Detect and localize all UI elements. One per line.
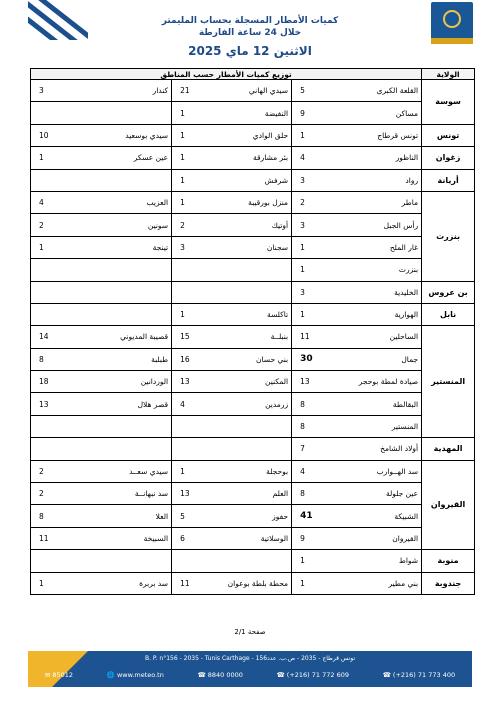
- rainfall-value: 2: [172, 214, 212, 236]
- region-name: بنزرت: [422, 191, 475, 281]
- rainfall-value: [31, 415, 71, 437]
- station-name: الساحلين: [332, 326, 422, 348]
- meteo-logo: [431, 2, 473, 44]
- rainfall-value: [31, 550, 71, 572]
- table-row: [31, 147, 475, 169]
- column-header-region: الولاية: [422, 69, 475, 80]
- station-name: قصيبة المديوني: [71, 326, 172, 348]
- station-name: رأس الجبل: [332, 214, 422, 236]
- station-name: النفيضة: [212, 102, 292, 124]
- rainfall-value: 4: [31, 191, 71, 213]
- rainfall-value: [31, 281, 71, 303]
- station-name: بني مطير: [332, 572, 422, 594]
- table-row: [31, 393, 475, 415]
- table-row: [31, 371, 475, 393]
- rainfall-value: 8: [292, 393, 332, 415]
- table-row: [31, 124, 475, 146]
- header-title-line2: خلال 24 ساعة الفارطة: [198, 28, 302, 38]
- rainfall-value: [31, 169, 71, 191]
- rainfall-value: 1: [292, 124, 332, 146]
- rainfall-value: 13: [172, 483, 212, 505]
- table-row: [31, 191, 475, 213]
- rainfall-value: 7: [292, 438, 332, 460]
- footer-bar: [28, 651, 472, 687]
- station-name: العلا: [71, 505, 172, 527]
- station-name: سد نبهانــة: [71, 483, 172, 505]
- rainfall-value: 15: [172, 326, 212, 348]
- region-name: جندوبة: [422, 572, 475, 594]
- rainfall-value: 18: [31, 371, 71, 393]
- rainfall-value: 4: [292, 147, 332, 169]
- station-name: عين جلولة: [332, 483, 422, 505]
- rainfall-value: [172, 550, 212, 572]
- station-name: صيادة لمطة بوحجر: [332, 371, 422, 393]
- rainfall-value: 3: [172, 236, 212, 258]
- rainfall-value: 1: [292, 303, 332, 325]
- station-name: [212, 550, 292, 572]
- rainfall-value: [31, 438, 71, 460]
- rainfall-value: 13: [31, 393, 71, 415]
- table-row: [31, 505, 475, 527]
- station-name: أولاد الشامخ: [332, 438, 422, 460]
- station-name: منزل بورقيبة: [212, 191, 292, 213]
- station-name: [71, 281, 172, 303]
- rainfall-value: [172, 281, 212, 303]
- rainfall-value: 1: [292, 550, 332, 572]
- rainfall-value: 1: [292, 236, 332, 258]
- footer-address: B. P. n°156 - 2035 - Tunis Carthage - تونس قرطاج - 2035 - ص.ب. عدد156: [144, 655, 355, 662]
- rainfall-value: [31, 303, 71, 325]
- rainfall-value: [31, 259, 71, 281]
- report-date: الاثنين 12 ماي 2025: [188, 44, 312, 58]
- table-row: [31, 326, 475, 348]
- station-name: السبيخة: [71, 527, 172, 549]
- header-title-line1: كميات الأمطار المسجلة بحساب المليمتر: [161, 16, 339, 26]
- station-name: سيدي الهاني: [212, 80, 292, 102]
- table-row: [31, 527, 475, 549]
- station-name: مساكن: [332, 102, 422, 124]
- rainfall-value: 16: [172, 348, 212, 370]
- footer-phone3: ☎ 8840 0000: [197, 671, 243, 679]
- station-name: حفوز: [212, 505, 292, 527]
- rainfall-value: 1: [292, 572, 332, 594]
- station-name: تونس قرطاج: [332, 124, 422, 146]
- station-name: غار الملح: [332, 236, 422, 258]
- rainfall-value: 1: [172, 169, 212, 191]
- footer-website[interactable]: 🌐 www.meteo.tn: [106, 671, 164, 679]
- station-name: [212, 415, 292, 437]
- rainfall-value: 1: [31, 236, 71, 258]
- station-name: [212, 259, 292, 281]
- station-name: تينجة: [71, 236, 172, 258]
- rainfall-value: 6: [172, 527, 212, 549]
- rainfall-value: 1: [31, 147, 71, 169]
- rainfall-value: 3: [292, 214, 332, 236]
- station-name: الناظور: [332, 147, 422, 169]
- station-name: محطة بلطة بوعوان: [212, 572, 292, 594]
- station-name: شرفش: [212, 169, 292, 191]
- station-name: عين عسكر: [71, 147, 172, 169]
- rainfall-value: 8: [292, 483, 332, 505]
- region-name: سوسة: [422, 80, 475, 125]
- region-name: المنستير: [422, 326, 475, 438]
- corner-stripes-decoration: [28, 0, 88, 40]
- station-name: سيدي سعــد: [71, 460, 172, 482]
- station-name: العلم: [212, 483, 292, 505]
- region-name: منوبة: [422, 550, 475, 572]
- rainfall-value: 11: [172, 572, 212, 594]
- rainfall-value: 41: [292, 505, 332, 527]
- station-name: [71, 102, 172, 124]
- station-name: رواد: [332, 169, 422, 191]
- station-name: سيدي بوسعيد: [71, 124, 172, 146]
- rainfall-value: 4: [292, 460, 332, 482]
- station-name: العزيب: [71, 191, 172, 213]
- station-name: البقالطة: [332, 393, 422, 415]
- rainfall-value: 1: [172, 102, 212, 124]
- station-name: شواط: [332, 550, 422, 572]
- region-name: بن عروس: [422, 281, 475, 303]
- region-name: زغوان: [422, 147, 475, 169]
- station-name: [71, 415, 172, 437]
- table-row: [31, 281, 475, 303]
- table-row: [31, 572, 475, 594]
- station-name: ماطر: [332, 191, 422, 213]
- station-name: بنزرت: [332, 259, 422, 281]
- table-row: [31, 80, 475, 102]
- rainfall-value: 2: [31, 214, 71, 236]
- rainfall-value: 1: [172, 124, 212, 146]
- station-name: الوسلاتية: [212, 527, 292, 549]
- rainfall-value: 1: [292, 259, 332, 281]
- footer-sms: ✉ 85012: [44, 671, 74, 679]
- rainfall-value: 21: [172, 80, 212, 102]
- station-name: زرمدين: [212, 393, 292, 415]
- station-name: كندار: [71, 80, 172, 102]
- column-header-distribution: توزيع كميات الأمطار حسب المناطق: [31, 69, 422, 80]
- rainfall-value: 3: [31, 80, 71, 102]
- station-name: بئر مشارقة: [212, 147, 292, 169]
- rainfall-value: 13: [292, 371, 332, 393]
- station-name: حلق الوادي: [212, 124, 292, 146]
- rainfall-value: [172, 438, 212, 460]
- table-row: [31, 483, 475, 505]
- rainfall-value: 5: [292, 80, 332, 102]
- station-name: الوردانين: [71, 371, 172, 393]
- rainfall-table: [30, 68, 475, 595]
- station-name: جمال: [332, 348, 422, 370]
- page-number: صفحة 2/1: [234, 628, 266, 636]
- rainfall-value: [31, 102, 71, 124]
- station-name: [71, 550, 172, 572]
- rainfall-value: 2: [31, 483, 71, 505]
- rainfall-value: 8: [292, 415, 332, 437]
- station-name: سجنان: [212, 236, 292, 258]
- rainfall-value: 1: [31, 572, 71, 594]
- rainfall-value: 8: [31, 505, 71, 527]
- rainfall-value: 1: [172, 191, 212, 213]
- station-name: الخليدية: [332, 281, 422, 303]
- region-name: القيروان: [422, 460, 475, 550]
- station-name: [212, 438, 292, 460]
- table-row: [31, 348, 475, 370]
- region-name: أريانة: [422, 169, 475, 191]
- rainfall-value: 30: [292, 348, 332, 370]
- rainfall-value: 9: [292, 527, 332, 549]
- station-name: [71, 438, 172, 460]
- station-name: قصر هلال: [71, 393, 172, 415]
- rainfall-value: 3: [292, 281, 332, 303]
- table-row: [31, 415, 475, 437]
- station-name: بني حسان: [212, 348, 292, 370]
- rainfall-value: 14: [31, 326, 71, 348]
- table-row: [31, 236, 475, 258]
- table-row: [31, 259, 475, 281]
- table-row: [31, 169, 475, 191]
- station-name: [71, 169, 172, 191]
- station-name: الهوارية: [332, 303, 422, 325]
- rainfall-value: 10: [31, 124, 71, 146]
- footer-contacts: [28, 671, 472, 679]
- region-name: المهدية: [422, 438, 475, 460]
- rainfall-value: 2: [292, 191, 332, 213]
- rainfall-value: 13: [172, 371, 212, 393]
- station-name: أوتيك: [212, 214, 292, 236]
- station-name: سد بربرة: [71, 572, 172, 594]
- region-name: نابل: [422, 303, 475, 325]
- rainfall-value: 4: [172, 393, 212, 415]
- station-name: المكنين: [212, 371, 292, 393]
- table-row: [31, 460, 475, 482]
- rainfall-value: 8: [31, 348, 71, 370]
- sun-icon: [443, 10, 461, 28]
- station-name: المنستير: [332, 415, 422, 437]
- table-row: [31, 102, 475, 124]
- table-row: [31, 214, 475, 236]
- table-row: [31, 303, 475, 325]
- rainfall-value: 11: [292, 326, 332, 348]
- rainfall-value: 1: [172, 147, 212, 169]
- rainfall-value: 3: [292, 169, 332, 191]
- station-name: بوحجلة: [212, 460, 292, 482]
- station-name: سد الهــوارب: [332, 460, 422, 482]
- region-name: تونس: [422, 124, 475, 146]
- rainfall-value: 1: [172, 460, 212, 482]
- rainfall-value: 2: [31, 460, 71, 482]
- rainfall-value: [172, 415, 212, 437]
- station-name: [71, 259, 172, 281]
- station-name: [71, 303, 172, 325]
- table-row: [31, 550, 475, 572]
- footer-phone2: ☎ (+216) 71 772 609: [276, 671, 350, 679]
- rainfall-value: 9: [292, 102, 332, 124]
- document-header: [120, 15, 380, 39]
- rainfall-value: 5: [172, 505, 212, 527]
- station-name: تاكلسة: [212, 303, 292, 325]
- station-name: [212, 281, 292, 303]
- station-name: القلعة الكبرى: [332, 80, 422, 102]
- table-row: [31, 438, 475, 460]
- rainfall-value: 1: [172, 303, 212, 325]
- station-name: سونين: [71, 214, 172, 236]
- station-name: الشبيكة: [332, 505, 422, 527]
- station-name: طبلبة: [71, 348, 172, 370]
- rainfall-value: [172, 259, 212, 281]
- station-name: بنبلــة: [212, 326, 292, 348]
- station-name: القيروان: [332, 527, 422, 549]
- rainfall-value: 11: [31, 527, 71, 549]
- footer-phone1: ☎ (+216) 71 773 400: [382, 671, 456, 679]
